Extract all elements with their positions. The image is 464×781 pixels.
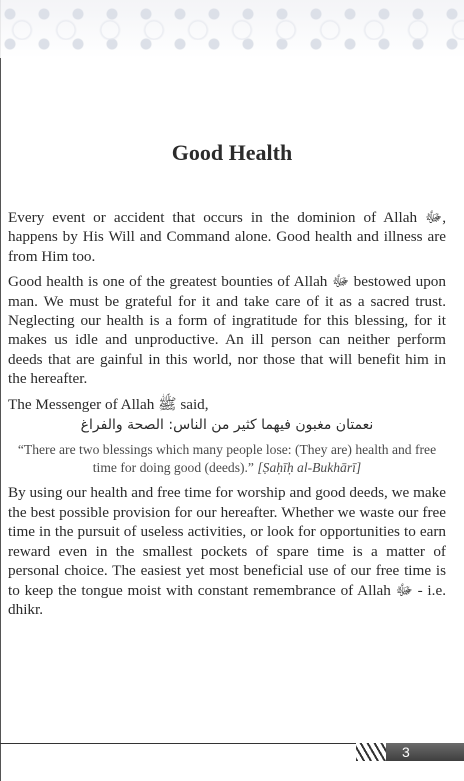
- footer-rule: [0, 743, 356, 744]
- paragraph-1: Every event or accident that occurs in the dominion of Allah ﷻ, happens by His Will and Command alone. Good health and illness are from Him too.: [8, 209, 446, 265]
- footer-stripes: [356, 743, 386, 761]
- quote-citation: [Ṣaḥīḥ al-Bukhārī]: [257, 460, 362, 476]
- paragraph-2: Good health is one of the greatest bounties of Allah ﷻ bestowed upon man. We must be grateful for it and take care of it as a sacred trust. Neglecting our health is a form of ingratitude for this blessing, for it makes us idle and unproductive. An ill person can neither perform deeds that are gainful in this world, nor those that will benefit him in the hereafter.: [8, 273, 446, 388]
- decorative-header-pattern: [0, 0, 464, 58]
- body-text: [8, 208, 446, 625]
- hadith-quote: [8, 441, 446, 477]
- quote-text: “There are two blessings which many people lose: (They are) health and free time for doing good (deeds).”: [17, 442, 437, 476]
- paragraph-4: By using our health and free time for worship and good deeds, we make the best possible provision for our hereafter. Whether we waste our free time in the pursuit of useless activities, or look for opportunities to earn reward even in the smallest pockets of spare time is a matter of personal choice. The easiest yet most beneficial use of our free time is to keep the tongue moist with constant remembrance of Allah ﷻ - i.e. dhikr.: [8, 484, 446, 618]
- page-number: 3: [386, 743, 464, 761]
- arabic-hadith: نعمتان مغبون فيهما كثير من الناس: الصحة والفراغ: [80, 417, 374, 434]
- page-title: Good Health: [171, 140, 293, 165]
- paragraph-3: The Messenger of Allah ﷺ said,: [8, 395, 209, 413]
- page-edge: [0, 0, 1, 781]
